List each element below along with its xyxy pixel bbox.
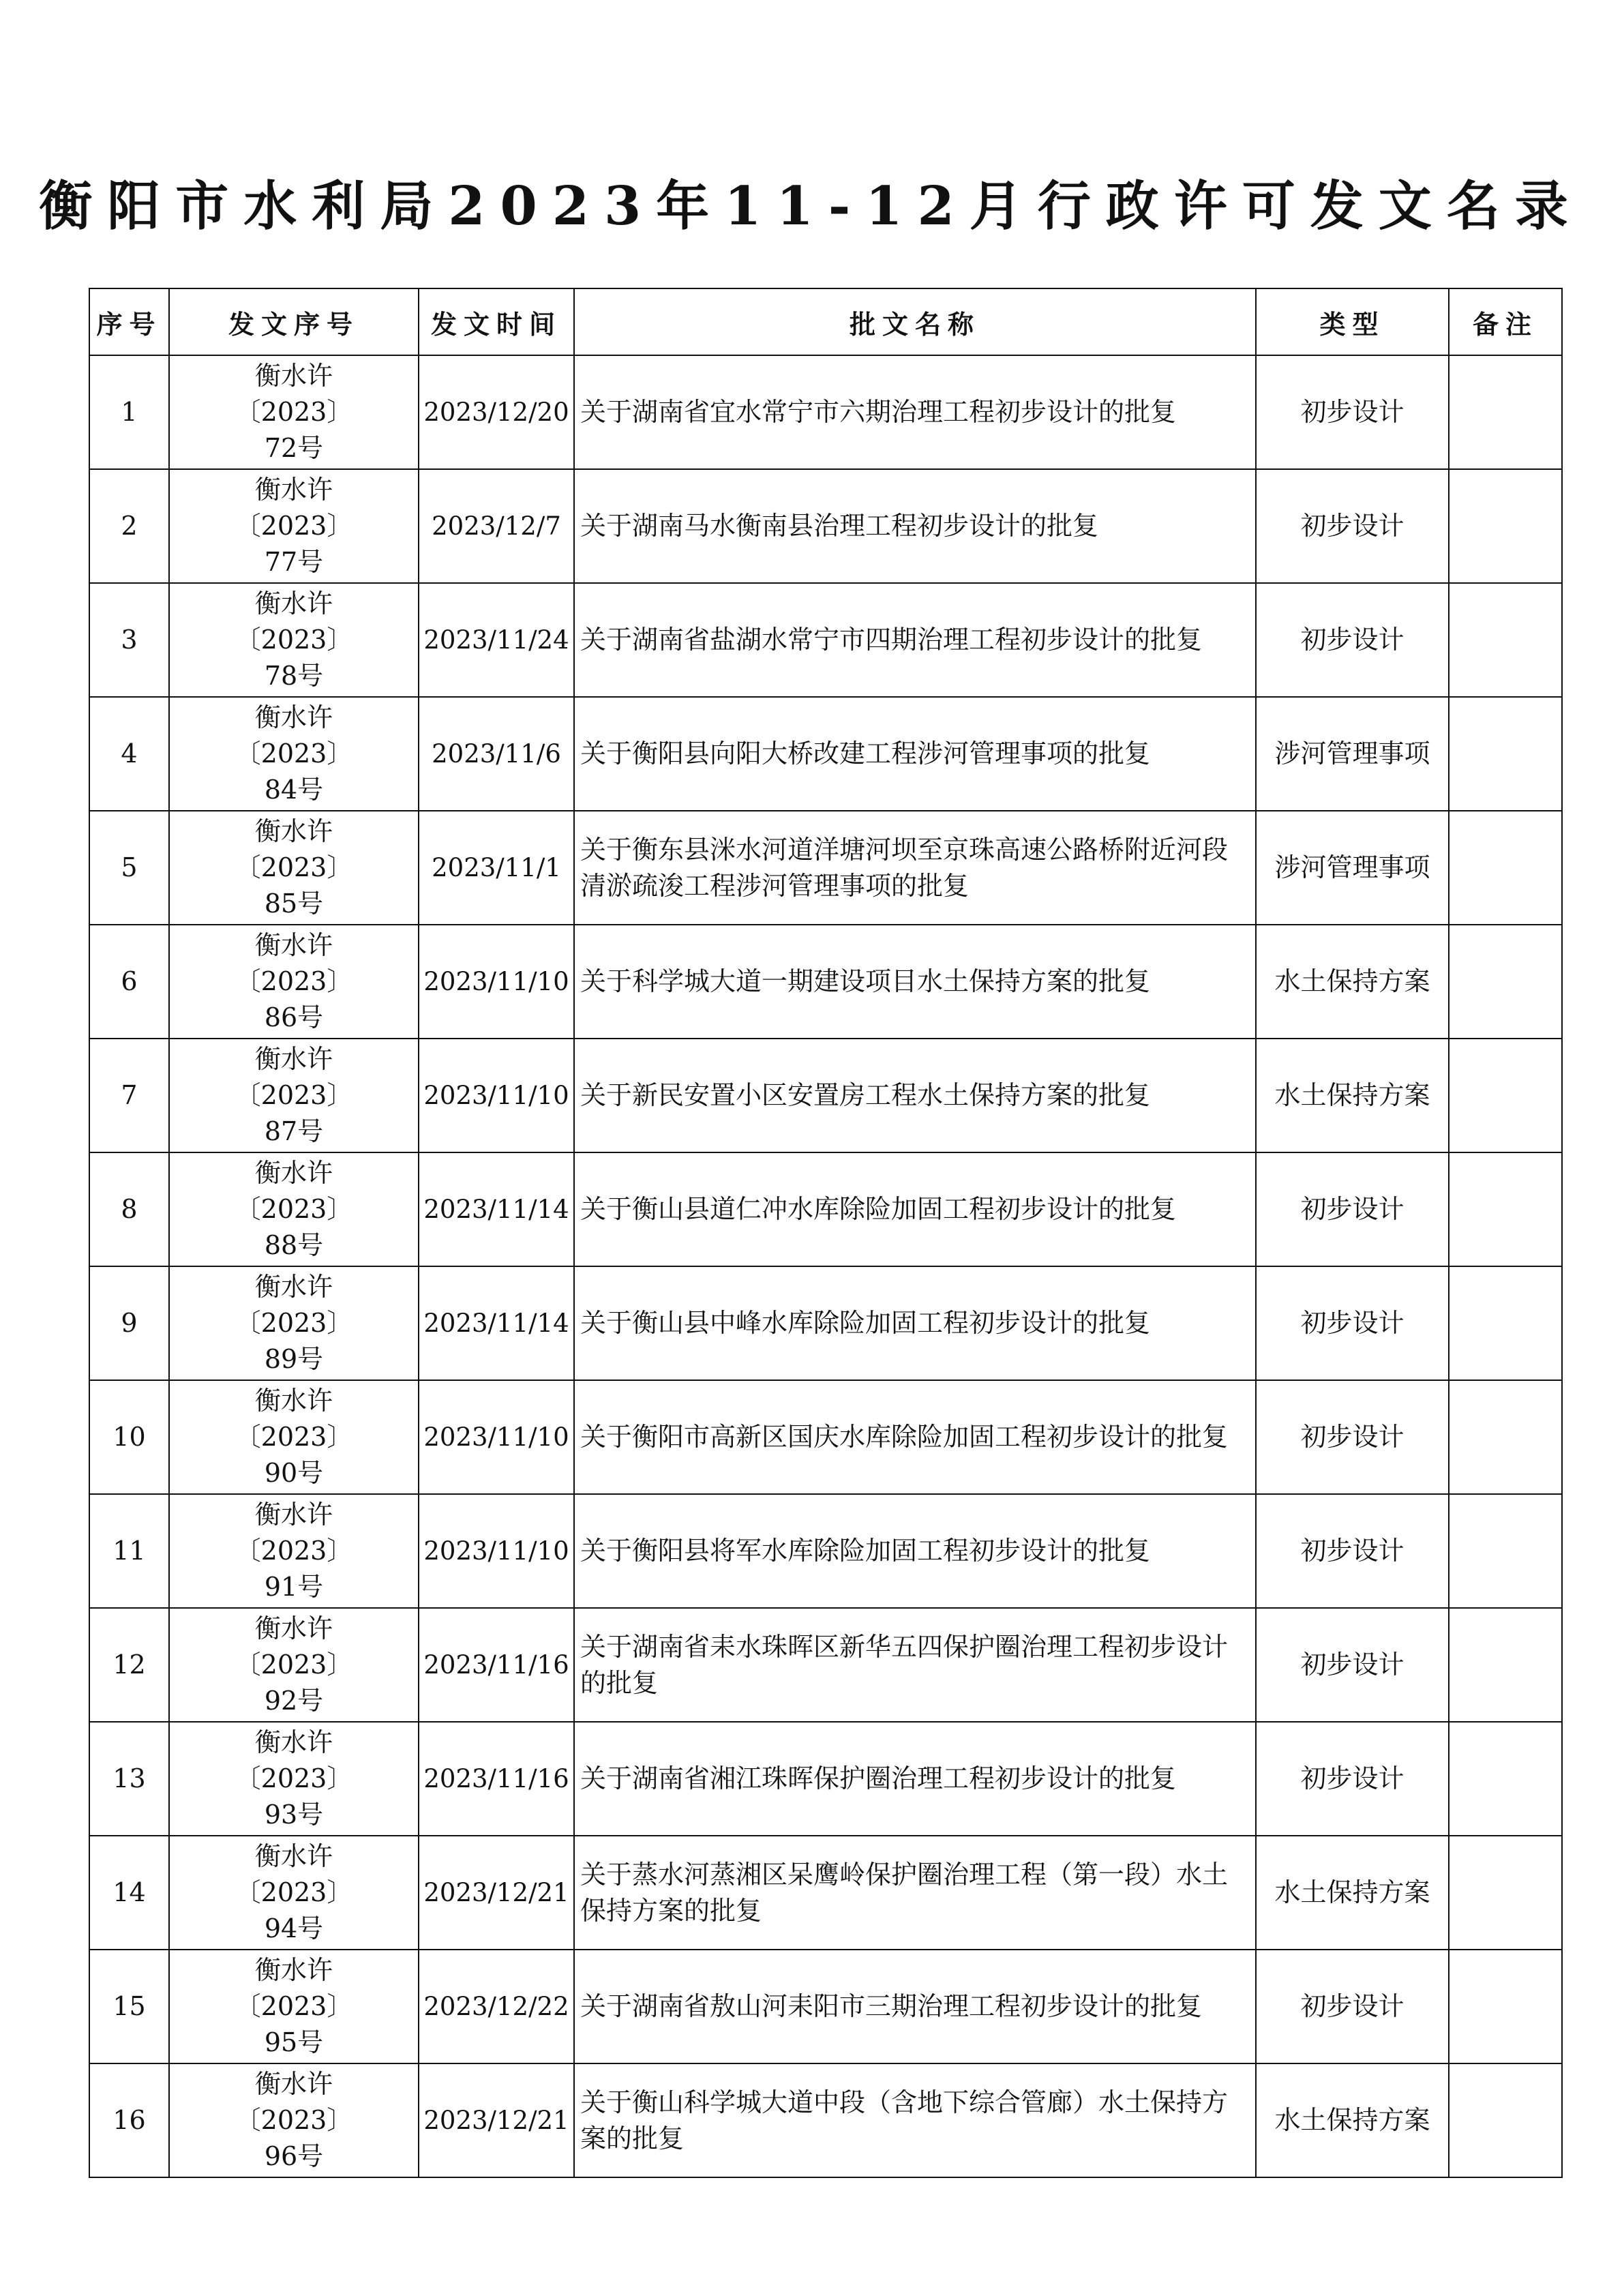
- row-remark: [1449, 2063, 1562, 2177]
- row-date: 2023/12/22: [419, 1950, 574, 2063]
- row-doc-prefix: 衡水许: [254, 930, 333, 960]
- row-name: 关于湖南省敖山河耒阳市三期治理工程初步设计的批复: [574, 1950, 1256, 2063]
- row-type: 涉河管理事项: [1256, 811, 1449, 925]
- row-doc-no: [169, 355, 419, 469]
- row-type: 初步设计: [1256, 355, 1449, 469]
- row-doc-num: 72号: [264, 433, 324, 463]
- header-date: 发文时间: [419, 288, 574, 355]
- row-date: 2023/12/21: [419, 2063, 574, 2177]
- table-row: [89, 1950, 1562, 2063]
- row-doc-num: 88号: [264, 1230, 324, 1260]
- row-seq: 10: [89, 1380, 169, 1494]
- row-doc-num: 85号: [264, 889, 324, 919]
- row-doc-num: 86号: [264, 1002, 324, 1032]
- row-doc-year: 〔2023〕: [235, 739, 353, 769]
- row-remark: [1449, 1608, 1562, 1722]
- row-doc-num: 94号: [264, 1913, 324, 1943]
- row-type: 水土保持方案: [1256, 1836, 1449, 1950]
- row-doc-year: 〔2023〕: [235, 1763, 353, 1793]
- row-name: 关于湖南马水衡南县治理工程初步设计的批复: [574, 469, 1256, 583]
- row-doc-num: 91号: [264, 1572, 324, 1602]
- row-remark: [1449, 1152, 1562, 1266]
- table-row: [89, 925, 1562, 1039]
- row-date: 2023/11/6: [419, 697, 574, 811]
- row-remark: [1449, 583, 1562, 697]
- row-seq: 6: [89, 925, 169, 1039]
- row-doc-no: [169, 1152, 419, 1266]
- row-name: 关于衡山县中峰水库除险加固工程初步设计的批复: [574, 1266, 1256, 1380]
- table-row: [89, 469, 1562, 583]
- row-doc-no: [169, 1722, 419, 1836]
- row-name: 关于衡阳市高新区国庆水库除险加固工程初步设计的批复: [574, 1380, 1256, 1494]
- row-seq: 12: [89, 1608, 169, 1722]
- row-name: 关于湖南省盐湖水常宁市四期治理工程初步设计的批复: [574, 583, 1256, 697]
- row-doc-prefix: 衡水许: [254, 1955, 333, 1985]
- row-doc-year: 〔2023〕: [235, 852, 353, 882]
- row-doc-year: 〔2023〕: [235, 1877, 353, 1907]
- permit-register-table: [89, 288, 1563, 2178]
- row-seq: 4: [89, 697, 169, 811]
- row-name: 关于湖南省湘江珠晖保护圈治理工程初步设计的批复: [574, 1722, 1256, 1836]
- row-doc-prefix: 衡水许: [254, 1727, 333, 1757]
- row-doc-year: 〔2023〕: [235, 511, 353, 541]
- row-date: 2023/11/16: [419, 1608, 574, 1722]
- table-row: [89, 1380, 1562, 1494]
- row-doc-prefix: 衡水许: [254, 1158, 333, 1188]
- row-remark: [1449, 469, 1562, 583]
- row-name: 关于新民安置小区安置房工程水土保持方案的批复: [574, 1039, 1256, 1152]
- row-remark: [1449, 1266, 1562, 1380]
- table-header-row: [89, 288, 1562, 355]
- row-doc-year: 〔2023〕: [235, 625, 353, 655]
- row-date: 2023/11/10: [419, 1494, 574, 1608]
- row-doc-year: 〔2023〕: [235, 1308, 353, 1338]
- row-doc-num: 87号: [264, 1116, 324, 1146]
- row-doc-num: 92号: [264, 1686, 324, 1716]
- table-row: [89, 1266, 1562, 1380]
- row-doc-year: 〔2023〕: [235, 1991, 353, 2021]
- row-seq: 11: [89, 1494, 169, 1608]
- row-doc-no: [169, 1950, 419, 2063]
- row-name: 关于蒸水河蒸湘区呆鹰岭保护圈治理工程（第一段）水土保持方案的批复: [574, 1836, 1256, 1950]
- row-doc-prefix: 衡水许: [254, 816, 333, 846]
- row-doc-no: [169, 925, 419, 1039]
- row-doc-num: 77号: [264, 547, 324, 577]
- row-date: 2023/12/21: [419, 1836, 574, 1950]
- row-doc-prefix: 衡水许: [254, 1386, 333, 1416]
- row-doc-prefix: 衡水许: [254, 1841, 333, 1871]
- row-seq: 14: [89, 1836, 169, 1950]
- row-date: 2023/12/20: [419, 355, 574, 469]
- row-type: 涉河管理事项: [1256, 697, 1449, 811]
- row-type: 水土保持方案: [1256, 925, 1449, 1039]
- row-date: 2023/11/24: [419, 583, 574, 697]
- row-doc-prefix: 衡水许: [254, 588, 333, 618]
- row-name: 关于湖南省耒水珠晖区新华五四保护圈治理工程初步设计的批复: [574, 1608, 1256, 1722]
- table-row: [89, 1494, 1562, 1608]
- row-doc-prefix: 衡水许: [254, 475, 333, 505]
- table-row: [89, 2063, 1562, 2177]
- row-type: 初步设计: [1256, 1152, 1449, 1266]
- row-remark: [1449, 1722, 1562, 1836]
- row-remark: [1449, 355, 1562, 469]
- row-seq: 16: [89, 2063, 169, 2177]
- row-doc-num: 95号: [264, 2027, 324, 2057]
- row-doc-no: [169, 1266, 419, 1380]
- row-doc-no: [169, 2063, 419, 2177]
- row-doc-num: 96号: [264, 2141, 324, 2171]
- row-doc-year: 〔2023〕: [235, 2105, 353, 2135]
- table-row: [89, 697, 1562, 811]
- row-doc-year: 〔2023〕: [235, 1536, 353, 1566]
- row-doc-prefix: 衡水许: [254, 2069, 333, 2099]
- row-doc-prefix: 衡水许: [254, 1500, 333, 1530]
- row-type: 水土保持方案: [1256, 1039, 1449, 1152]
- row-doc-no: [169, 697, 419, 811]
- row-type: 初步设计: [1256, 1494, 1449, 1608]
- row-doc-num: 78号: [264, 661, 324, 691]
- row-date: 2023/11/10: [419, 925, 574, 1039]
- row-remark: [1449, 697, 1562, 811]
- row-seq: 15: [89, 1950, 169, 2063]
- row-doc-year: 〔2023〕: [235, 397, 353, 427]
- row-type: 初步设计: [1256, 1608, 1449, 1722]
- row-doc-no: [169, 1039, 419, 1152]
- row-type: 初步设计: [1256, 1722, 1449, 1836]
- row-seq: 1: [89, 355, 169, 469]
- header-type: 类型: [1256, 288, 1449, 355]
- row-remark: [1449, 925, 1562, 1039]
- row-date: 2023/11/14: [419, 1266, 574, 1380]
- table-body: [89, 355, 1562, 2177]
- row-doc-no: [169, 1380, 419, 1494]
- row-doc-num: 90号: [264, 1458, 324, 1488]
- row-doc-prefix: 衡水许: [254, 702, 333, 732]
- row-doc-year: 〔2023〕: [235, 1194, 353, 1224]
- row-name: 关于衡山县道仁冲水库除险加固工程初步设计的批复: [574, 1152, 1256, 1266]
- table-row: [89, 583, 1562, 697]
- row-date: 2023/11/10: [419, 1039, 574, 1152]
- row-remark: [1449, 1380, 1562, 1494]
- row-name: 关于湖南省宜水常宁市六期治理工程初步设计的批复: [574, 355, 1256, 469]
- row-doc-prefix: 衡水许: [254, 1613, 333, 1643]
- row-doc-year: 〔2023〕: [235, 1650, 353, 1680]
- header-doc-no: 发文序号: [169, 288, 419, 355]
- row-date: 2023/11/16: [419, 1722, 574, 1836]
- table-row: [89, 1722, 1562, 1836]
- row-seq: 5: [89, 811, 169, 925]
- row-doc-year: 〔2023〕: [235, 1080, 353, 1110]
- row-type: 初步设计: [1256, 583, 1449, 697]
- row-doc-num: 89号: [264, 1344, 324, 1374]
- row-name: 关于衡阳县向阳大桥改建工程涉河管理事项的批复: [574, 697, 1256, 811]
- table-row: [89, 1039, 1562, 1152]
- row-date: 2023/12/7: [419, 469, 574, 583]
- table-row: [89, 811, 1562, 925]
- row-doc-no: [169, 1836, 419, 1950]
- row-date: 2023/11/10: [419, 1380, 574, 1494]
- row-doc-no: [169, 811, 419, 925]
- row-type: 初步设计: [1256, 1380, 1449, 1494]
- row-seq: 7: [89, 1039, 169, 1152]
- row-seq: 13: [89, 1722, 169, 1836]
- header-name: 批文名称: [574, 288, 1256, 355]
- row-remark: [1449, 1039, 1562, 1152]
- row-doc-prefix: 衡水许: [254, 361, 333, 391]
- row-remark: [1449, 811, 1562, 925]
- row-doc-year: 〔2023〕: [235, 966, 353, 996]
- row-doc-no: [169, 1608, 419, 1722]
- row-seq: 3: [89, 583, 169, 697]
- table-row: [89, 1608, 1562, 1722]
- table-row: [89, 1152, 1562, 1266]
- header-remark: 备注: [1449, 288, 1562, 355]
- row-date: 2023/11/1: [419, 811, 574, 925]
- row-doc-no: [169, 583, 419, 697]
- row-doc-num: 93号: [264, 1800, 324, 1830]
- row-doc-year: 〔2023〕: [235, 1422, 353, 1452]
- row-name: 关于衡东县洣水河道洋塘河坝至京珠高速公路桥附近河段清淤疏浚工程涉河管理事项的批复: [574, 811, 1256, 925]
- row-seq: 9: [89, 1266, 169, 1380]
- row-date: 2023/11/14: [419, 1152, 574, 1266]
- row-doc-no: [169, 1494, 419, 1608]
- row-remark: [1449, 1836, 1562, 1950]
- row-type: 初步设计: [1256, 1950, 1449, 2063]
- row-type: 水土保持方案: [1256, 2063, 1449, 2177]
- row-name: 关于衡阳县将军水库除险加固工程初步设计的批复: [574, 1494, 1256, 1608]
- row-seq: 2: [89, 469, 169, 583]
- page-title: 衡阳市水利局2023年11-12月行政许可发文名录: [39, 175, 1583, 237]
- table-row: [89, 355, 1562, 469]
- row-doc-num: 84号: [264, 775, 324, 805]
- row-remark: [1449, 1494, 1562, 1608]
- row-doc-prefix: 衡水许: [254, 1272, 333, 1302]
- table-row: [89, 1836, 1562, 1950]
- row-seq: 8: [89, 1152, 169, 1266]
- row-doc-no: [169, 469, 419, 583]
- row-type: 初步设计: [1256, 1266, 1449, 1380]
- row-remark: [1449, 1950, 1562, 2063]
- header-seq: 序号: [89, 288, 169, 355]
- row-doc-prefix: 衡水许: [254, 1044, 333, 1074]
- row-name: 关于衡山科学城大道中段（含地下综合管廊）水土保持方案的批复: [574, 2063, 1256, 2177]
- row-type: 初步设计: [1256, 469, 1449, 583]
- row-name: 关于科学城大道一期建设项目水土保持方案的批复: [574, 925, 1256, 1039]
